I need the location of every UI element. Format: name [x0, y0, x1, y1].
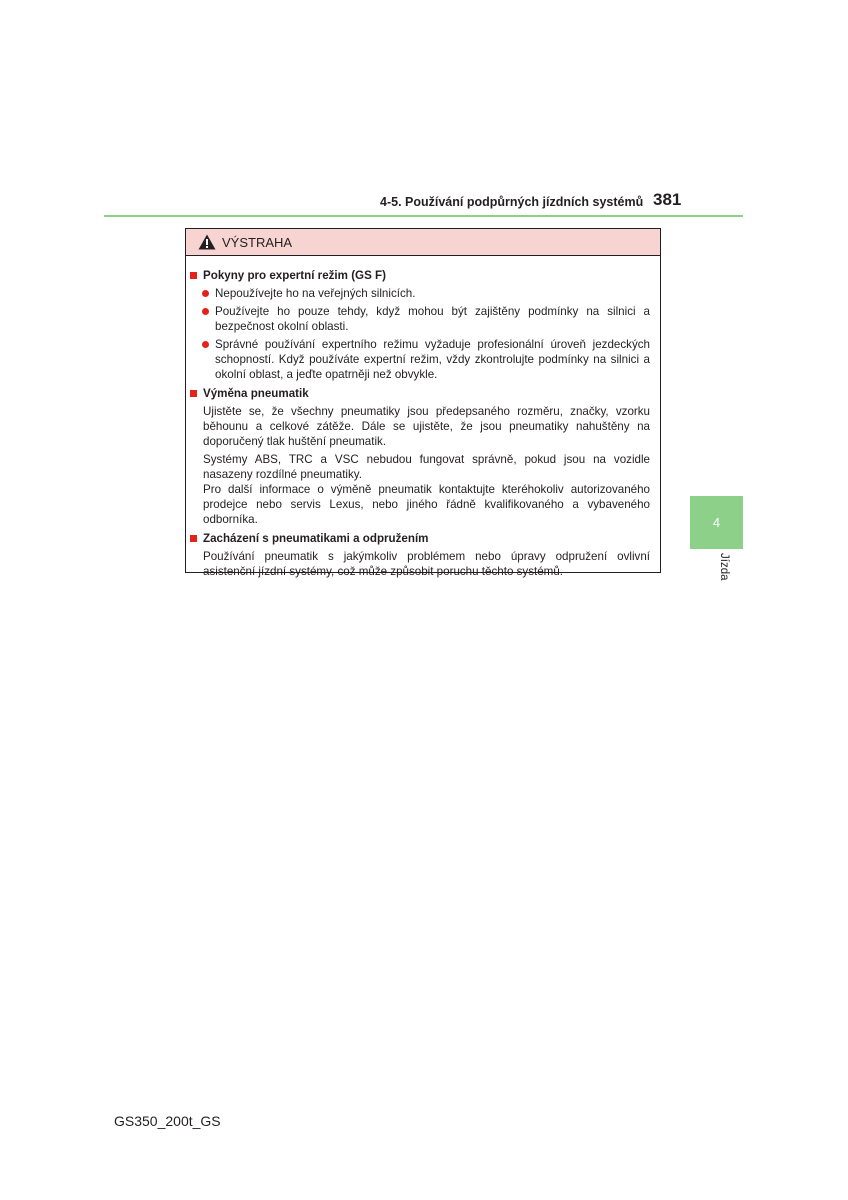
chapter-number: 4	[712, 515, 721, 530]
dot-bullet-icon	[202, 290, 209, 297]
square-bullet-icon	[190, 535, 197, 542]
chapter-tab	[690, 496, 743, 549]
section-heading: Výměna pneumatik	[190, 386, 650, 401]
warning-triangle-icon	[198, 234, 216, 250]
section-heading: Zacházení s pneumatikami a odpružením	[190, 531, 650, 546]
section-title: 4-5. Používání podpůrných jízdních systémů	[380, 195, 644, 209]
list-item: Nepoužívejte ho na veřejných silnicích.	[190, 286, 650, 301]
warning-title: VÝSTRAHA	[222, 234, 293, 250]
dot-bullet-icon	[202, 308, 209, 315]
square-bullet-icon	[190, 272, 197, 279]
warning-box	[185, 228, 661, 578]
section-heading: Pokyny pro expertní režim (GS F)	[190, 268, 650, 283]
paragraph: Systémy ABS, TRC a VSC nebudou fungovat správně, pokud jsou na vozidle nasazeny rozdílné pneumatiky.	[203, 453, 650, 481]
page-number: 381	[653, 190, 682, 209]
dot-bullet-icon	[202, 341, 209, 348]
chapter-label: Jízda	[718, 553, 730, 581]
list-item: Správné používání expertního režimu vyžaduje profesionální úroveň jezdeckých schopností. Když používáte expertní režim, vždy zkontrolujte podmínky na silnici a okolní oblast, a jeďte opatrněji než obvykle.	[190, 337, 650, 382]
header-divider	[104, 215, 743, 217]
paragraph: Pro další informace o výměně pneumatik kontaktujte kteréhokoliv autorizovaného prodejce nebo servis Lexus, nebo jiného řádně kvalifikovaného a vybaveného odborníka.	[203, 483, 650, 526]
paragraph: Ujistěte se, že všechny pneumatiky jsou předepsaného rozměru, značky, vzorku běhounu a celkové zátěže. Dále se ujistěte, že jsou pneumatiky nahuštěny na doporučený tlak huštění pneumatik.	[203, 405, 650, 448]
warning-header	[186, 229, 660, 256]
paragraph: Používání pneumatik s jakýmkoliv problémem nebo úpravy odpružení ovlivní asistenční jízdní systémy, což může způsobit poruchu těchto systémů.	[203, 550, 650, 578]
model-code: GS350_200t_GS	[114, 1113, 221, 1129]
list-item: Používejte ho pouze tehdy, když mohou být zajištěny podmínky na silnici a bezpečnost okolní oblasti.	[190, 304, 650, 334]
warning-body	[186, 256, 660, 579]
square-bullet-icon	[190, 390, 197, 397]
